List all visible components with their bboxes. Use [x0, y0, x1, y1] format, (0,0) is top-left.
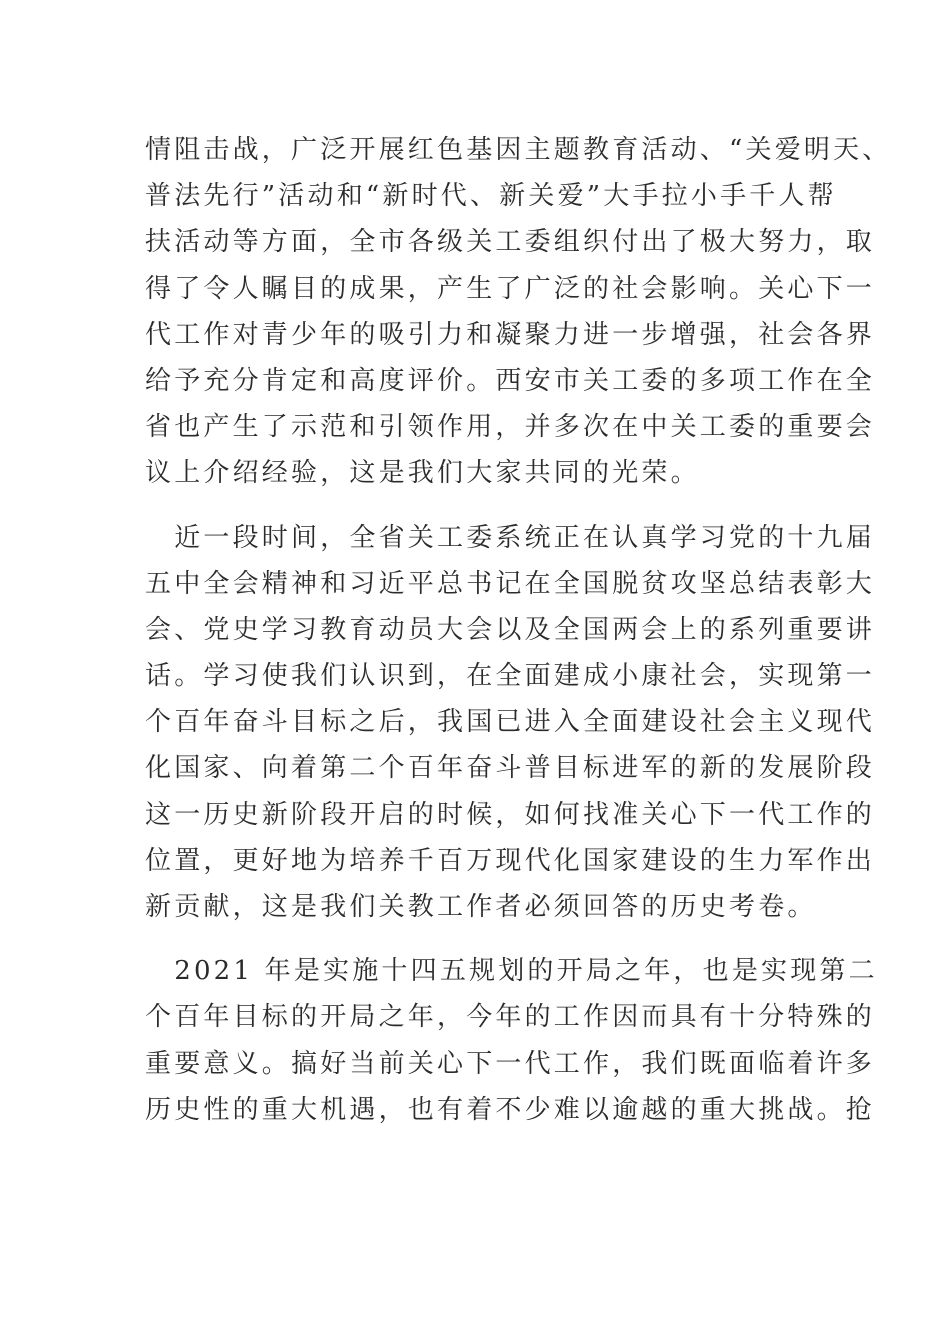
text-line: 得了令人瞩目的成果，产生了广泛的社会影响。关心下一: [145, 273, 876, 304]
text-line: 个百年奋斗目标之后，我国已进入全面建设社会主义现代: [145, 707, 876, 738]
text-line: 五中全会精神和习近平总书记在全国脱贫攻坚总结表彰大: [145, 568, 876, 599]
paragraph-2: [145, 515, 876, 931]
paragraph-1: [145, 127, 892, 497]
text-line: 普法先行”活动和“新时代、新关爱”大手拉小手千人帮: [145, 181, 837, 212]
text-line: 历史性的重大机遇，也有着不少难以逾越的重大挑战。抢: [145, 1094, 876, 1125]
paragraph-3: [145, 948, 878, 1133]
text-line: 给予充分肯定和高度评价。西安市关工委的多项工作在全: [145, 365, 876, 396]
text-line: 省也产生了示范和引领作用，并多次在中关工委的重要会: [145, 412, 876, 443]
text-line: 会、党史学习教育动员大会以及全国两会上的系列重要讲: [145, 614, 876, 645]
text-line: 位置，更好地为培养千百万现代化国家建设的生力军作出: [145, 845, 876, 876]
text-line: 情阻击战，广泛开展红色基因主题教育活动、“关爱明天、: [145, 135, 892, 165]
paragraph-spacing: [145, 930, 805, 948]
text-line: 近一段时间，全省关工委系统正在认真学习党的十九届: [145, 522, 876, 553]
text-line: 扶活动等方面，全市各级关工委组织付出了极大努力，取: [145, 227, 876, 258]
text-line: 话。学习使我们认识到，在全面建成小康社会，实现第一: [145, 661, 876, 692]
text-line: 这一历史新阶段开启的时候，如何找准关心下一代工作的: [145, 799, 876, 830]
paragraph-spacing: [145, 497, 805, 515]
text-line: 议上介绍经验，这是我们大家共同的光荣。: [145, 458, 700, 489]
text-line: 化国家、向着第二个百年奋斗普目标进军的新的发展阶段: [145, 753, 876, 784]
text-line: 新贡献，这是我们关教工作者必须回答的历史考卷。: [145, 892, 817, 922]
document-body: [145, 127, 892, 1133]
text-line: 2021 年是实施十四五规划的开局之年，也是实现第二: [145, 956, 878, 987]
text-line: 重要意义。搞好当前关心下一代工作，我们既面临着许多: [145, 1048, 876, 1079]
text-line: 个百年目标的开局之年，今年的工作因而具有十分特殊的: [145, 1002, 876, 1033]
text-line: 代工作对青少年的吸引力和凝聚力进一步增强，社会各界: [145, 319, 876, 350]
